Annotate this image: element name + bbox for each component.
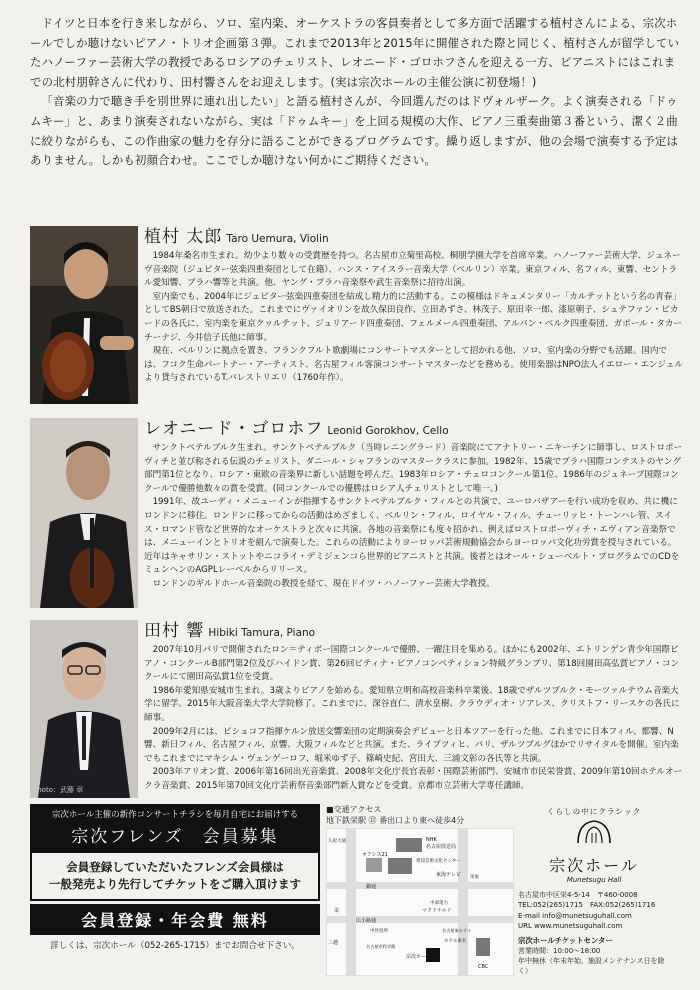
map-label: オアシス21	[362, 852, 388, 858]
bio-paragraph: ロンドンのギルドホール音楽院の教授を経て、現在ドイツ・ハノーファー芸術大学教授。	[152, 578, 495, 589]
map-label: ホテル東名	[444, 939, 467, 944]
artist-bio	[144, 644, 684, 794]
artist-name-jp: 植村 太郎	[144, 227, 223, 247]
friends-contact: 詳しくは、宗次ホール（052-265-1715）までお問合せ下さい。	[50, 941, 300, 951]
map-label: 宗次ホール	[406, 954, 431, 960]
artist-bio	[144, 250, 684, 386]
friends-benefit	[30, 853, 320, 901]
artist-name-en: Taro Uemura, Violin	[226, 233, 329, 245]
map-label: 栄	[334, 908, 340, 914]
intro-text	[30, 14, 680, 171]
map-label: 名古屋市科学館	[366, 944, 396, 949]
map-label: 錦通	[366, 884, 377, 890]
hall-address-block	[518, 890, 670, 932]
hall-logo-icon	[518, 817, 670, 847]
hall-tel: TEL:052(265)1715 FAX:052(265)1716	[518, 901, 656, 910]
artist-photo	[30, 226, 138, 404]
bio-paragraph: サンクトペテルブルク生まれ。サンクトペテルブルク（当時レニングラード）音楽院にてアナトリー・ニキーチンに師事し、ロストロポーヴィチと並び称される伝説のチェリスト、ダニール・シャフランのマスタークラスに参加。1982年、15歳でプラハ国際コンテストのヤング部門第1位となり、ロシア・東欧の音楽界に新しい話題を呼んだ。1983年ロシア・チェロコンクール第1位、1986年のジュネーブ国際コンクールで優勝他数々の賞を受賞。(同コンクールでの優勝はロシア人チェリストとして唯一。)	[144, 443, 683, 494]
artist-name-jp: レオニード・ゴロホフ	[144, 419, 324, 439]
artist-uemura	[30, 226, 684, 410]
artist-name	[144, 418, 684, 442]
map-label: 栄東	[470, 875, 479, 880]
hall-name: 宗次ホール	[549, 856, 639, 875]
map-label: 名古屋東ホテル	[442, 928, 472, 933]
ticket-closed: 年中無休（年末年始、施設メンテナンス日を除く）	[518, 956, 665, 975]
ticket-center	[518, 936, 670, 976]
hall-info	[518, 804, 670, 976]
hall-address: 名古屋市中区栄4-5-14 〒460-0008	[518, 891, 638, 899]
map-label: 愛知芸術文化センター	[416, 859, 461, 864]
intro-paragraph: 「音楽の力で聴き手を別世界に連れ出したい」と語る植村さんが、今回選んだのはドヴォルザーク。よく演奏される「ドゥムキー」と、あまり演奏されないながら、実は「ドゥムキー」を上回る規模の大作、ピアノ三重奏曲第３番という、潔く２曲に絞りながらも、この作曲家の魅力を存分に語ることができるプログラムです。繰り返しますが、他の会場で演奏する予定はありません。しかも初顔合わせ。ここでしか聴けない何かにご期待ください。	[30, 94, 679, 168]
footer-section	[30, 804, 670, 984]
bio-paragraph: 1991年、故ユーディ・メニューインが指揮するサンクトペテルブルク・フィルとの共演で、ユーロバザアーを行い成功を収め、共に機にロンドンに移住。ロンドンに移ってからの活動はめざましく、ベルリン・フィル、ロイヤル・フィル、チューリッヒ・トーンハレ管、スイス・ロマンド管など世界的なオーケストラと次々に共演。各地の音楽祭にも度々招かれ、例えばロストロポーヴィチ・エヴィアン音楽祭では、メニューインとトリオを組んで演奏した。これらの活動によりヨーロッパ芸術規動協会からヨーロッパ文化功労賞を授与されている。近年はキャサリン・ストットやニコライ・デミジェンコら世界的ピアニストと共演。後者とはオール・シューベルト・プログラムでのCDをミュンヘンのAGPLレーベルからリリース。	[144, 497, 680, 576]
benefit-line: 一般発売より先行してチケットをご購入頂けます	[49, 877, 301, 891]
bio-paragraph: 2003年アリオン賞、2006年第16回出光音楽賞、2008年文化庁長官表彰・国際芸術部門、安城市市民栄誉賞、2009年第10回ホテルオークラ音楽賞、2015年第70回文化庁芸術祭音楽部門新人賞などを受賞。京都市立芸術大学専任講師。	[144, 767, 683, 791]
map-label: 広小路通	[356, 918, 377, 924]
map-label: 中部電力	[430, 901, 448, 906]
bio-paragraph: 2007年10月パリで開催されたロン＝ティボー国際コンクールで優勝、一躍注目を集める。ほかにも2002年、エトリンゲン青少年国際ピアノ・コンクールB部門第2位及びハイドン賞、第26回ピティナ・ピアノコンペティション特級グランプリ、第18回園田高弘賞ピアノ・コンクールにて園田高弘賞1位を受賞。	[144, 645, 680, 683]
intro-paragraph: ドイツと日本を行き来しながら、ソロ、室内楽、オーケストラの客員奏者として多方面で活躍する植村さんによる、宗次ホールでしか聴けないピアノ・トリオ企画第３弾。これまで2013年と2015年に開催された際と同じく、植村さんが留学していたハノーファー芸術大学の教授であるロシアのチェリスト、レオニード・ゴロホフさんを迎える一方、ピアニストにはこれまでの北村朋幹さんに代わり、田村響さんをお迎えします。(実は宗次ホールの主催公演に初登場！)	[30, 16, 680, 89]
map-label: 久屋大通	[328, 839, 346, 844]
artist-name	[144, 226, 684, 250]
artist-gorokhov	[30, 418, 684, 614]
bio-paragraph: 2009年2月には、ビシュコフ指揮ケルン放送交響楽団の定期演奏会デビューと日本ツアーを行った他、これまでに日本フィル、都響、N響、新日フィル、名古屋フィル、京響、大阪フィルなどと共演。また、ライブツィヒ、パリ、ザルツブルグほかでリサイタルを開催。室内楽でもこれまでにマキシム・ヴェンゲーロフ、堀米ゆず子、篠崎史紀、宮田大、三浦文彰の各氏等と共演。	[144, 726, 679, 764]
map-label: マクドナルド	[422, 908, 452, 914]
artist-name-jp: 田村 響	[144, 621, 205, 641]
ticket-hours: 営業時間：10:00〜18:00	[518, 946, 601, 955]
artist-name-en: Hibiki Tamura, Piano	[208, 627, 316, 639]
artist-bio	[144, 442, 684, 592]
artist-name	[144, 620, 684, 644]
photo-credit: Photo：武藤 章	[33, 786, 84, 794]
artist-name-en: Leonid Gorokhov, Cello	[327, 425, 449, 437]
friends-free-banner: 会員登録・年会費 無料	[30, 904, 320, 935]
friends-membership-box	[30, 804, 320, 970]
access-title: ■交通アクセス	[326, 805, 382, 814]
benefit-line: 会員登録していただいたフレンズ会員様は	[66, 860, 284, 874]
map-drawing	[326, 828, 514, 976]
hall-email: E-mail info@munetsuguhall.com	[518, 911, 632, 920]
hall-url: URL www.munetsuguhall.com	[518, 922, 623, 931]
map-label: NHK	[426, 837, 437, 843]
hall-name-en: Munetsugu Hall	[566, 876, 622, 884]
artist-tamura	[30, 620, 684, 800]
friends-title: 宗次フレンズ 会員募集	[71, 827, 279, 847]
bio-paragraph: 1986年愛知県安城市生まれ。3歳よりピアノを始める。愛知県立明和高校音楽科卒業後、18歳でザルツブルク・モーツァルテウム音楽大学に留学。2015年大阪音楽大学大学院修了。これまでに、深谷直仁、清水皇樹、クラウディオ・ソアレス、クリストフ・リースケの各氏に師事。	[144, 685, 680, 723]
access-directions: 地下鉄栄駅 ⑫ 番出口より東へ徒歩4分	[326, 816, 465, 825]
map-label: 名古屋放送局	[426, 844, 457, 850]
friends-subtitle: 宗次ホール主催の新作コンサートチラシを毎月自宅にお届けする	[51, 810, 299, 820]
map-label: 中区役所	[370, 929, 388, 934]
map-label: 三越	[328, 940, 339, 946]
artist-photo	[30, 620, 138, 798]
bio-paragraph: 1984年桑名市生まれ。幼少より数々の受賞歴を持つ。名古屋市立菊里高校、桐朋学園大学を首席卒業。ハノーファー芸術大学、ジュネーヴ音楽院（ジュピター弦楽四重奏団として在籍）、ハンス・アイスラー音楽大学（ベルリン）卒業。東京フィル、名フィル、東響、セントラル愛知響、ブラハ響等と共演。他、ヤング・プラハ音楽祭や武生音楽祭に招待出演。	[144, 251, 681, 289]
map-label: CBC	[478, 964, 489, 970]
hall-tagline: くらしの中にクラシック	[546, 807, 642, 816]
map-label: 東海テレビ	[436, 872, 461, 878]
bio-paragraph: 室内楽でも、2004年にジュピター弦楽四重奏団を結成し精力的に活動する。この模様はドキュメンタリー「カルテットという名の青春」としてBS朝日で放送された。これまでにヴァイオリンを故久保田良作、立田あずさ、林茂子、原田幸一郎、漆原朝子、シュテファン・ピカードの各氏に、室内楽を東京クヮルテット、ジュリアード四重奏団、フェルメール四重奏団、アルバン・ベルク四重奏団、ガボール・タカーチーナジ、今井信子氏他に師事。	[144, 291, 683, 343]
access-map	[326, 804, 514, 976]
artist-photo	[30, 418, 138, 608]
ticket-title: 宗次ホールチケットセンター	[518, 935, 613, 945]
friends-header	[30, 804, 320, 853]
bio-paragraph: 現在、ベルリンに拠点を置き、フランクフルト歌劇場にコンサートマスターとして招かれる他、ソロ、室内楽の分野でも活躍。国内では、フコク生命パートナー・アーティスト、名古屋フィル客演コンサートマスターなどを務める。使用楽器はNPO法人イエロー・エンジェルより貸与されているT.バレストリエリ（1760年作）。	[144, 346, 684, 384]
